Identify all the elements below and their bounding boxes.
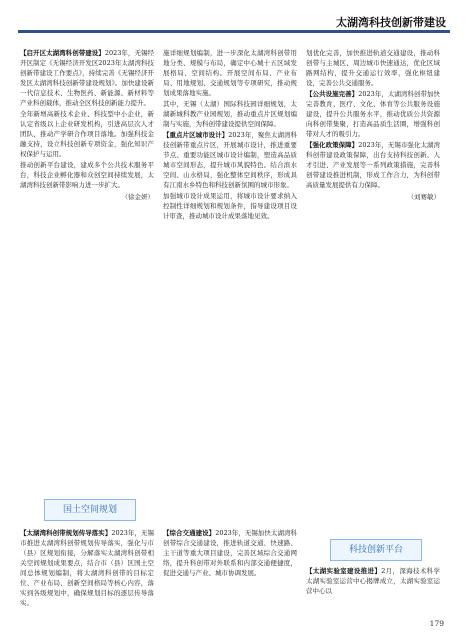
paragraph: 全年新增高新技术企业、科技型中小企业，新认定省级以上企业研发机构，引进高层次人才团队，推动产学研合作项目落地。加强科技金融支持，设立科技创新专项资金，强化知识产权保护与运用。 (20, 110, 154, 158)
paragraph: 【启开区太湖湾科创带建设】2023年，无锡经开区制定《无锡经济开发区2023年太湖湾科技创新带建设工作要点》，持续完善《无锡经济开发区太湖湾科技创新带建设规划》。加快建设新一代信息技术、生物医药、新能源、新材料等产业科创载体，推动全区科技创新能力提升。 (20, 49, 154, 107)
column-3 (306, 48, 440, 202)
column-1 (20, 48, 154, 202)
paragraph: 【重点片区城市设计】2023年，聚焦太湖湾科技创新带重点片区，开展城市设计，推进重要节点、重要功能区城市设计编制，塑造高品质城市空间形态，提升城市风貌特色。结合滨水空间、山水格局，强化整体空间秩序，形成具有江南水乡特色和科技创新氛围的城市形象。 (163, 131, 298, 189)
paragraph: 【综合交通建设】2023年，无锡加快太湖湾科创带综合交通建设，推进轨道交通、快速路、主干道等重大项目建设，完善区域综合交通网络，提升科创带对外联系和内部交通便捷度，促进交通与产业、城市协调发展。 (163, 529, 297, 577)
header-rule (18, 30, 450, 33)
column-2-lower (163, 528, 297, 579)
paragraph: 其中，无锡（太湖）国际科技园详细规划，太湖新城科教产业园规划，推动重点片区规划编制与实施，为科创带建设提供空间保障。 (163, 100, 297, 128)
paragraph: 【太湖实验室建设推进】2月，深海技术科学太湖实验室运营中心揭牌成立，太湖实验室运营中心以 (306, 567, 441, 595)
column-3-lower (306, 566, 440, 597)
paragraph: 加强城市设计成果运用，将城市设计要求纳入控制性详细规划和规划条件，指导建设项目设计审查，推动城市设计成果落地见效。 (163, 192, 297, 220)
paragraph: 划优化完善，加快推进轨道交通建设，推动科创带与主城区、周边城市快速通达，优化区域路网结构，提升交通运行效率，强化枢纽建设，完善公共交通服务。 (306, 49, 440, 87)
section-banner: 科技创新平台 (330, 539, 422, 561)
section-banner: 国土空间规划 (44, 499, 136, 521)
column-1-lower (20, 528, 154, 609)
paragraph: 施详细规划编制，进一步深化太湖湾科创带用地分类、规模与布局，确定中心城十五区域发展格局、空间结构。开展空间布局、产业布局、用地规划、交通规划等专项研究，推动规划成果落地实施。 (163, 49, 297, 97)
paragraph: 【强化政策保障】2023年，无锡市强化太湖湾科创带建设政策保障，出台支持科技创新、人才引进、产业发展等一系列政策措施，完善科创带建设推进机制，形成工作合力，为科创带高质量发展提供有力保障。 (306, 141, 440, 189)
author-signature: （徐金妍） (121, 193, 154, 201)
author-signature: （刘赛敏） (407, 193, 440, 201)
paragraph: 推动创新平台建设，建成多个公共技术服务平台，科技企业孵化器和众创空间持续发展，太湖湾科技创新带影响力进一步扩大。 (20, 161, 154, 189)
paragraph: 【太湖湾科创带规划传导落实】2023年，无锡市推进太湖湾科创带规划传导落实，强化与市（县）区规划衔接，分解落实太湖湾科创带相关空间规划成果要点，结合市（县）区国土空间总体规划编制，将太湖湾科创带的目标定位、产业布局、创新空间格局等核心内容，落实到各级规划中，确保规划目标的逐层传导落实。 (20, 529, 155, 607)
page-number: 179 (429, 619, 444, 628)
column-2 (163, 48, 297, 222)
paragraph: 【公共设施完善】2023年，太湖湾科创带加快完善教育、医疗、文化、体育等公共服务设施建设，提升公共服务水平，推动优质公共资源向科创带集聚，打造高品质生活圈，增强科创带对人才的吸引力。 (306, 90, 440, 138)
running-header-title: 太湖湾科技创新带建设 (336, 16, 446, 29)
